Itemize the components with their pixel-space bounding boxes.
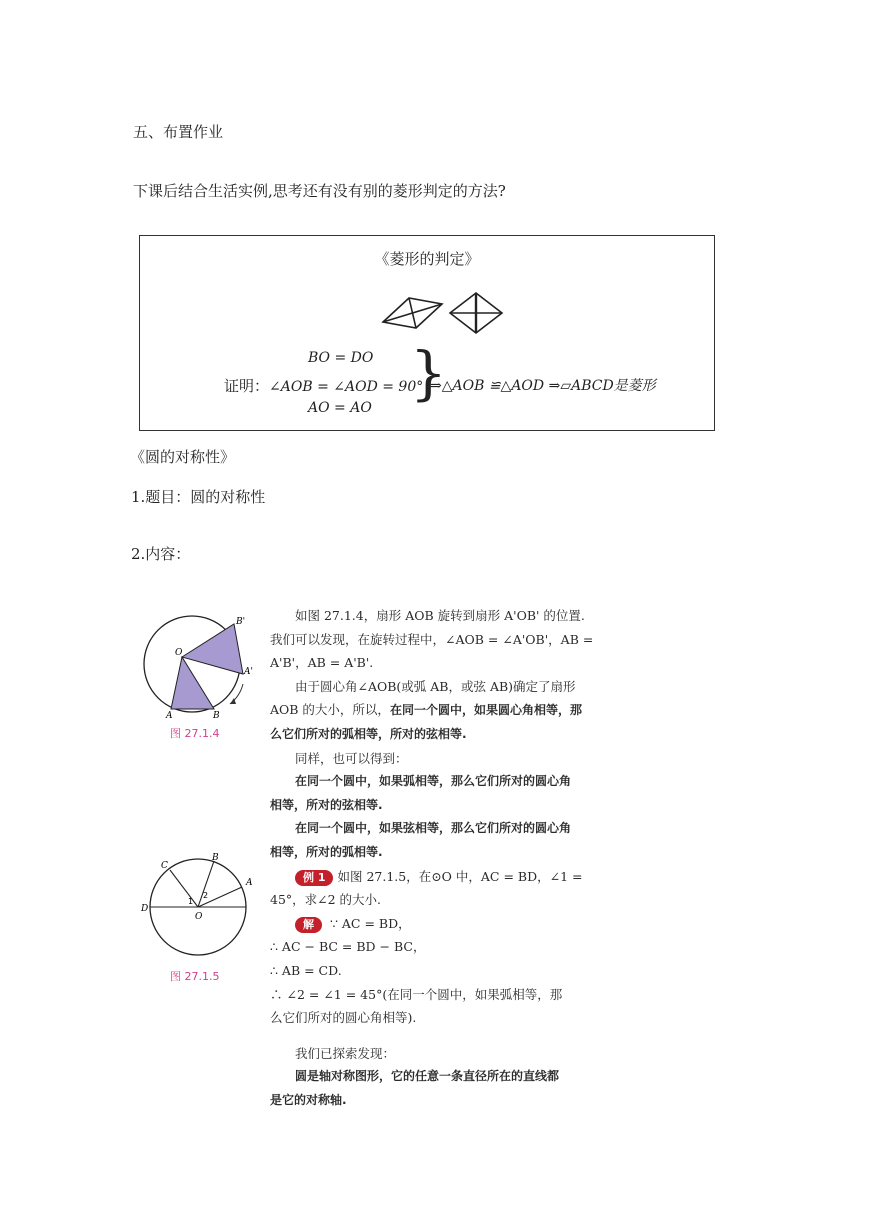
conclusion-1: 圆是轴对称图形，它的任意一条直径所在的直线都	[295, 1069, 560, 1084]
excerpt-line-5b: 在同一个圆中，如果圆心角相等，那	[389, 703, 582, 718]
excerpt-line-5a: AOB 的大小，所以，	[270, 702, 390, 718]
proof-conclusion: ⇒△AOB ≌△AOD ⇒▱ABCD是菱形	[430, 378, 656, 394]
excerpt-line-3: A'B'，AB = A'B'.	[270, 655, 374, 671]
figure-27-1-4-caption: 图 27.1.4	[170, 727, 220, 740]
example-line	[270, 865, 593, 889]
excerpt-line-1: 如图 27.1.4，扇形 AOB 旋转到扇形 A'OB' 的位置.	[295, 608, 585, 623]
conclusion-2: 是它的对称轴.	[270, 1092, 347, 1107]
excerpt-line-6: 么它们所对的弧相等，所对的弦相等.	[270, 726, 467, 741]
textbook-excerpt	[130, 592, 620, 1107]
excerpt-line-2: 我们可以发现，在旋转过程中，∠AOB = ∠A'OB'，AB =	[270, 631, 594, 647]
solution-line	[270, 912, 593, 936]
solution-5: 么它们所对的圆心角相等).	[270, 1010, 417, 1026]
proof-eq1: BO = DO	[308, 350, 374, 366]
section-heading: 五、布置作业	[133, 123, 224, 141]
fig2-label-o: O	[195, 912, 203, 922]
excerpt-line-8: 在同一个圆中，如果弧相等，那么它们所对的圆心角	[295, 774, 572, 789]
fig2-label-d: D	[141, 904, 149, 914]
solution-3: ∴ AB = CD.	[270, 962, 342, 978]
fig1-label-o: O	[175, 648, 183, 658]
discover-text: 我们已探索发现：	[295, 1045, 396, 1061]
rhombus-figure-1	[383, 298, 442, 328]
item-topic: 1.题目：圆的对称性	[131, 488, 266, 506]
lesson-title: 《圆的对称性》	[130, 448, 236, 466]
rhombus-figure-2	[450, 293, 502, 333]
rhombus-proof-box	[139, 235, 715, 431]
fig2-label-a: A	[246, 878, 253, 888]
fig1-label-a: A	[166, 711, 173, 720]
proof-eq3: AO = AO	[308, 400, 372, 416]
excerpt-line-10: 在同一个圆中，如果弦相等，那么它们所对的圆心角	[295, 821, 572, 836]
example-text: 如图 27.1.5，在⊙O 中，AC = BD，∠1 =	[337, 868, 583, 884]
fig1-label-b-prime: B'	[236, 617, 246, 627]
solution-tag: 解	[295, 917, 322, 933]
excerpt-line-5-wrap	[270, 698, 593, 723]
fig2-label-2: 2	[203, 891, 209, 900]
excerpt-text-column	[270, 604, 593, 1112]
solution-1: ∵ AC = BD，	[329, 915, 411, 931]
brace-symbol: }	[410, 339, 447, 407]
figure-27-1-5	[138, 850, 258, 960]
solution-4: ∴ ∠2 = ∠1 = 45°(在同一个圆中，如果弧相等，那	[270, 986, 563, 1002]
homework-text: 下课后结合生活实例,思考还有没有别的菱形判定的方法?	[133, 182, 506, 200]
figure-27-1-5-caption: 图 27.1.5	[170, 970, 220, 983]
solution-2: ∴ AC − BC = BD − BC，	[270, 939, 426, 955]
excerpt-line-7: 同样，也可以得到：	[295, 750, 408, 766]
proof-eq2: ∠AOB = ∠AOD = 90°	[269, 379, 424, 395]
proof-label-text: 证明：	[224, 377, 270, 395]
fig2-label-1: 1	[188, 897, 194, 906]
fig1-label-a-prime: A'	[244, 667, 253, 677]
fig2-label-b: B	[212, 853, 219, 863]
proof-label	[224, 375, 423, 396]
excerpt-line-4: 由于圆心角∠AOB(或弧 AB，或弦 AB)确定了扇形	[295, 678, 576, 694]
fig2-label-c: C	[161, 861, 168, 871]
excerpt-line-11: 相等，所对的弧相等.	[270, 844, 383, 859]
example-tag: 例 1	[295, 870, 333, 886]
figure-27-1-4	[138, 612, 256, 720]
item-content-label: 2.内容：	[131, 545, 191, 563]
example-text-2: 45°，求∠2 的大小.	[270, 892, 382, 908]
excerpt-line-9: 相等，所对的弦相等.	[270, 797, 383, 812]
rhombus-figures	[380, 291, 510, 335]
box-title: 《菱形的判定》	[374, 250, 480, 268]
fig1-label-b: B	[213, 711, 220, 720]
